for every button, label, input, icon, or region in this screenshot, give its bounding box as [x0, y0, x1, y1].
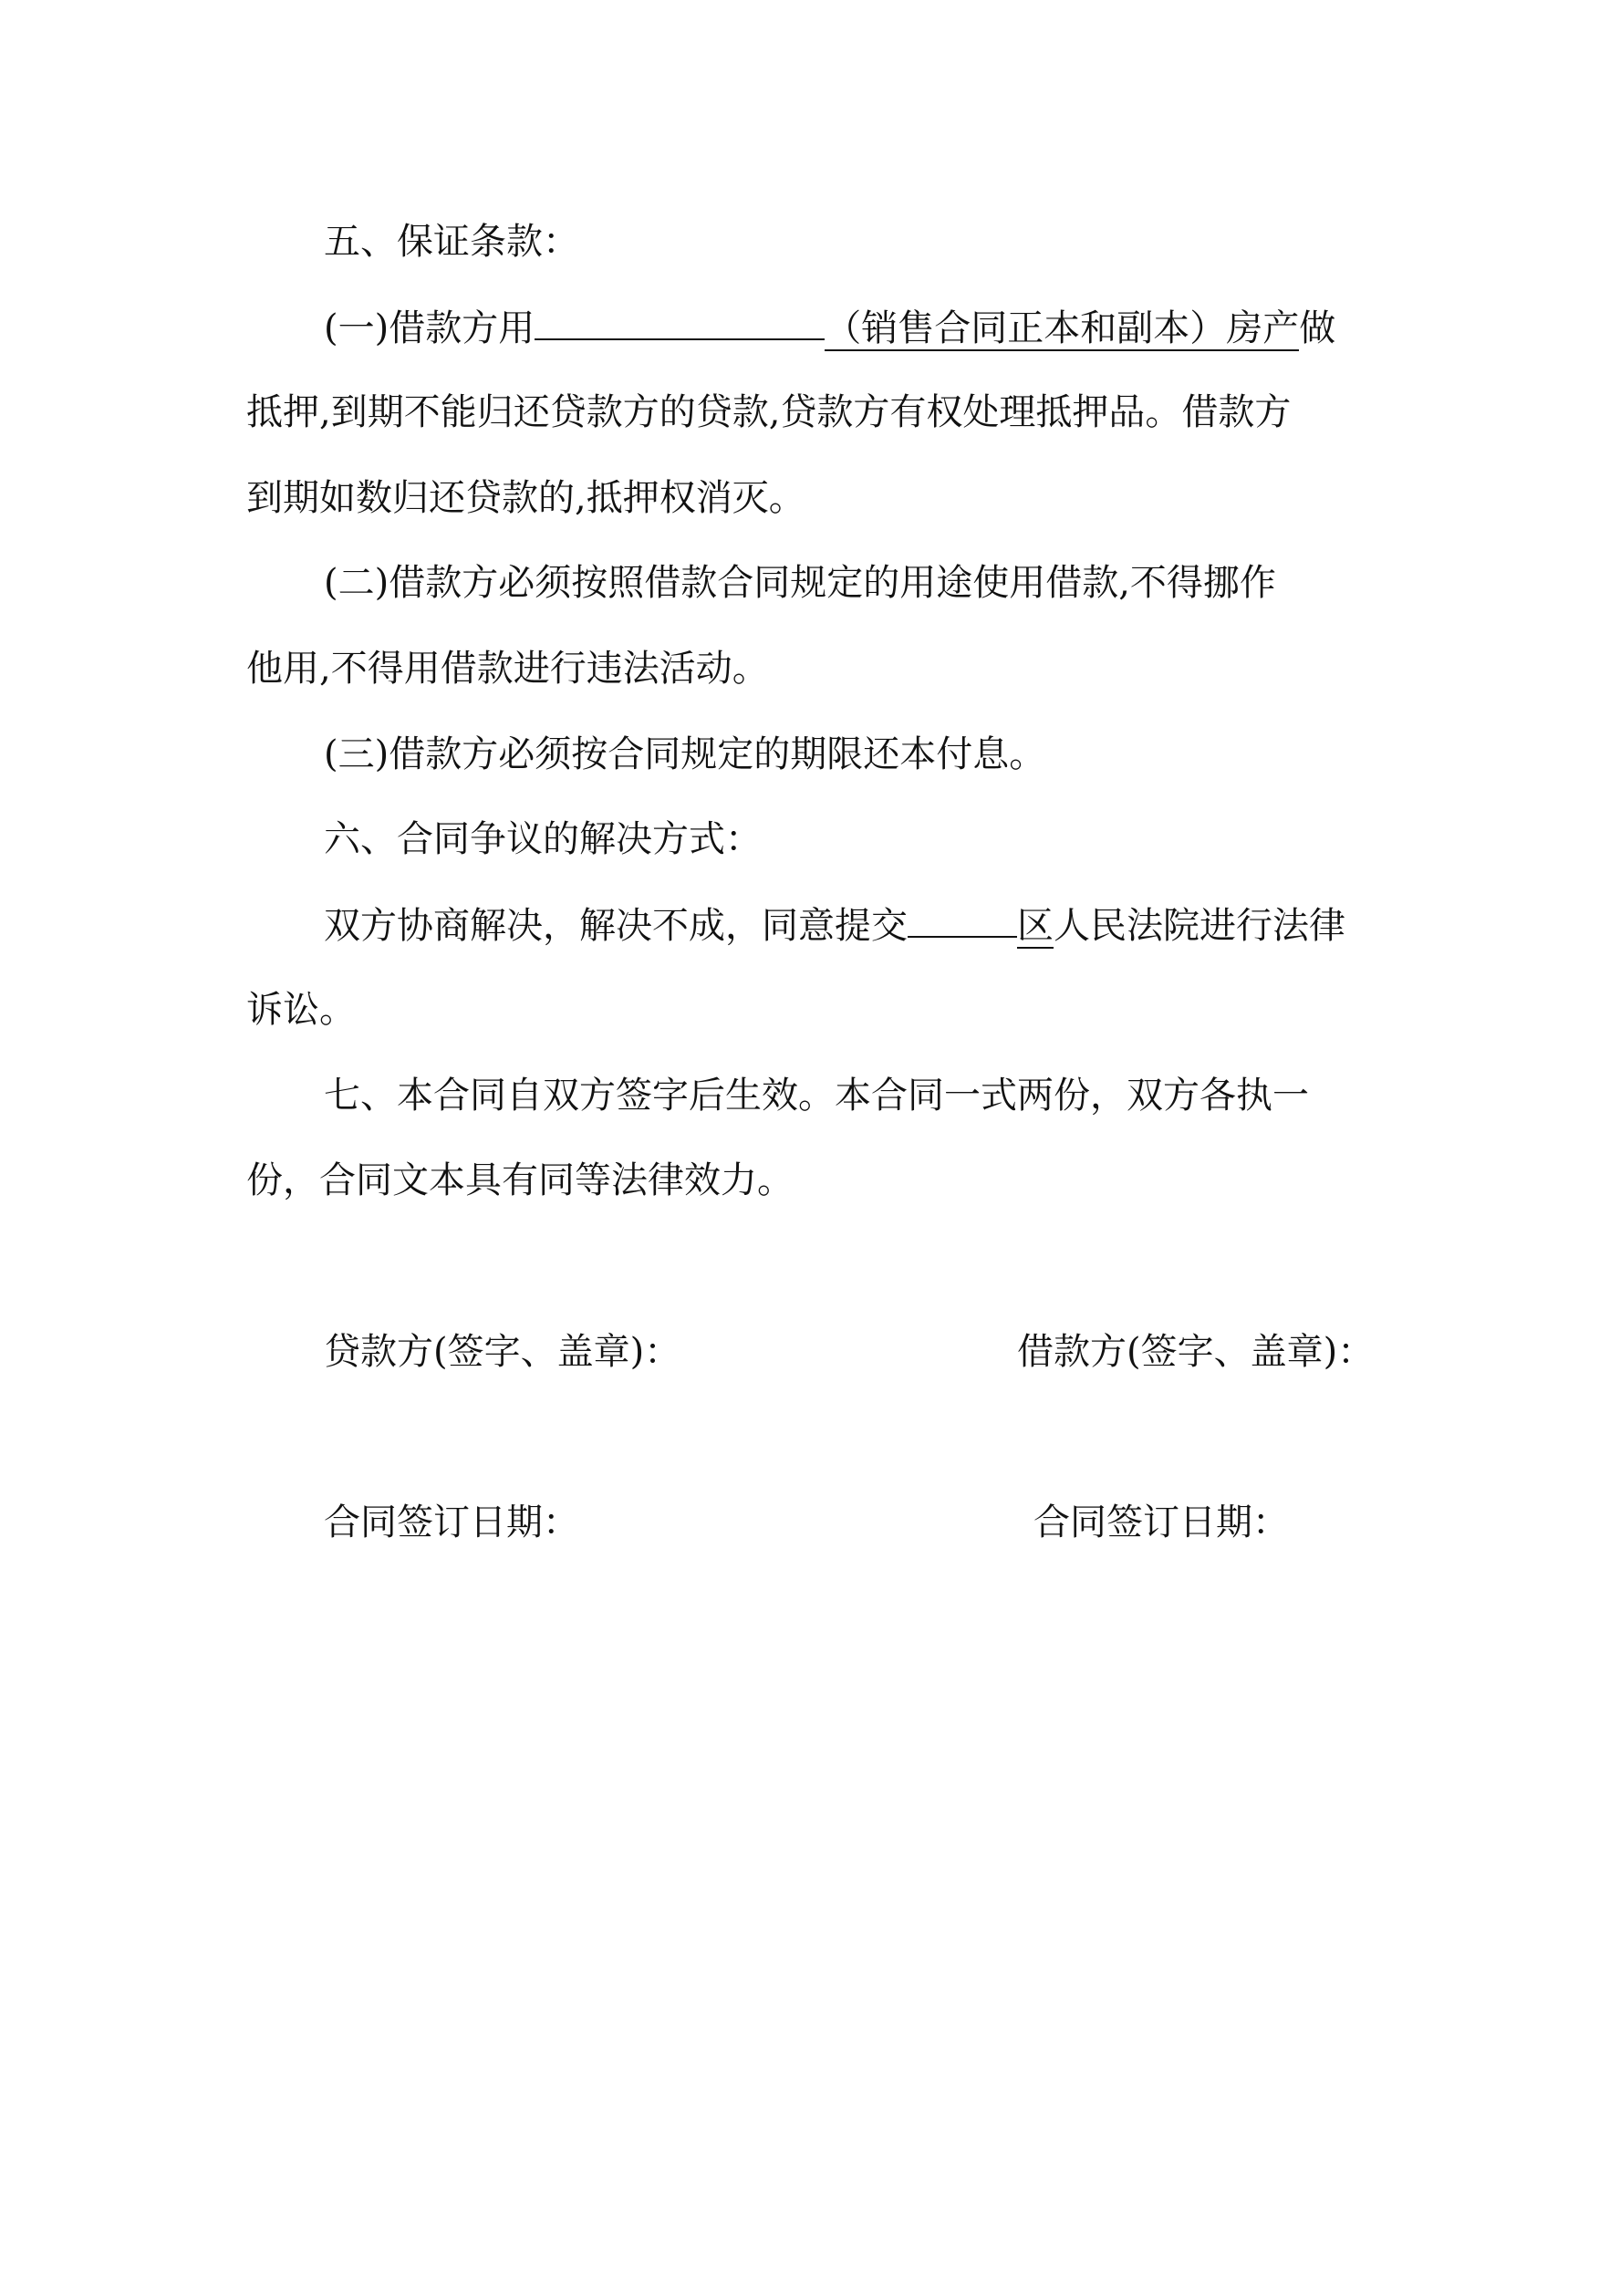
court-district-blank [908, 899, 1017, 938]
section-5-heading-text: 五、保证条款： [324, 221, 579, 263]
clause-1-suffix: 做 [1299, 307, 1336, 349]
lender-date-text: 合同签订日期： [324, 1501, 579, 1543]
clause-1-line-2 [246, 387, 1291, 438]
section-7-line-2-text: 份，合同文本具有同等法律效力。 [246, 1159, 794, 1201]
clause-2-line-2-text: 他用,不得用借款进行违法活动。 [246, 648, 769, 690]
clause-1-collateral-text: （销售合同正本和副本）房产 [825, 307, 1300, 349]
section-6-line-1 [324, 899, 1345, 951]
clause-1-line-1 [324, 302, 1335, 353]
section-6-line-2-text: 诉讼。 [246, 989, 356, 1031]
clause-1-blank [535, 302, 825, 340]
lender-date-label [324, 1497, 579, 1548]
section-7-line-1 [324, 1070, 1309, 1121]
borrower-date-text: 合同签订日期： [1033, 1501, 1289, 1543]
clause-1-prefix: (一)借款方用 [324, 307, 535, 349]
clause-1-line-3 [246, 473, 805, 524]
clause-2-line-2 [246, 643, 769, 694]
clause-3-line-1-text: (三)借款方必须按合同规定的期限还本付息。 [324, 733, 1046, 775]
clause-3-line-1 [324, 729, 1045, 780]
section-5-heading [324, 216, 579, 267]
section-7-line-1-text: 七、本合同自双方签字后生效。本合同一式两份，双方各执一 [324, 1075, 1309, 1117]
court-district-label: 区 [1017, 905, 1054, 947]
section-6-suffix: 人民法院进行法律 [1054, 905, 1345, 947]
clause-1-line-2-text: 抵押,到期不能归还贷款方的贷款,贷款方有权处理抵押品。借款方 [246, 391, 1292, 433]
borrower-signature-text: 借款方(签字、盖章)： [1017, 1331, 1375, 1373]
clause-2-line-1 [324, 557, 1276, 608]
clause-2-line-1-text: (二)借款方必须按照借款合同规定的用途使用借款,不得挪作 [324, 562, 1276, 604]
clause-1-line-3-text: 到期如数归还贷款的,抵押权消灭。 [246, 477, 805, 519]
section-6-heading [324, 814, 762, 865]
lender-signature-label [324, 1326, 680, 1377]
borrower-date-label [1033, 1497, 1289, 1548]
section-6-prefix: 双方协商解决，解决不成，同意提交 [324, 905, 908, 947]
section-6-line-2 [246, 984, 356, 1035]
section-7-line-2 [246, 1155, 794, 1206]
borrower-signature-label [1017, 1326, 1374, 1377]
section-6-heading-text: 六、合同争议的解决方式： [324, 818, 762, 860]
lender-signature-text: 贷款方(签字、盖章)： [324, 1331, 681, 1373]
